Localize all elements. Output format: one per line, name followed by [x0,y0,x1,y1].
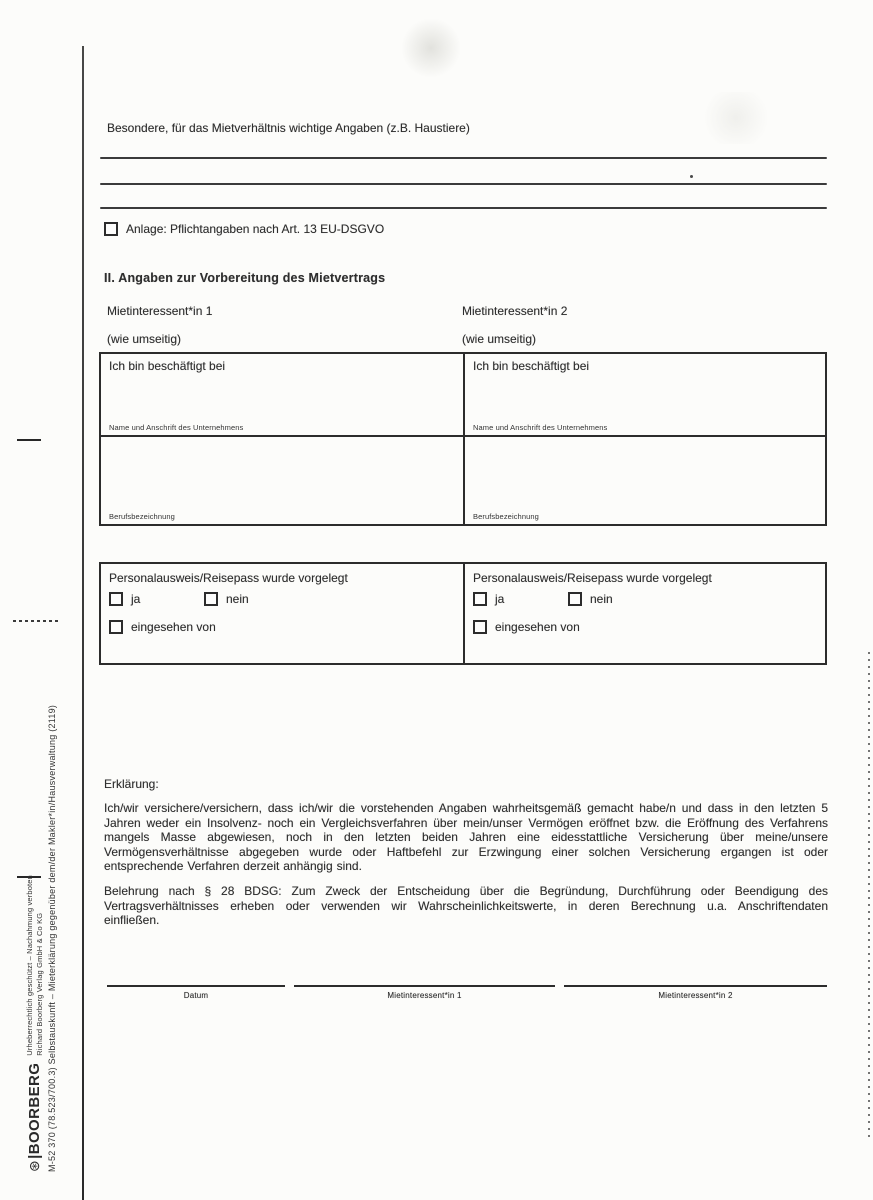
id-check-cell-applicant1 [101,564,463,663]
id-seen-checkbox[interactable] [109,620,123,634]
boorberg-logo-text: |BOORBERG [26,1062,43,1159]
id-check-cell-applicant2 [463,564,825,663]
id-no-checkbox[interactable] [568,592,582,606]
id-yes-checkbox[interactable] [109,592,123,606]
id-seen-label: eingesehen von [495,620,580,634]
publisher-logo-row [25,705,44,1172]
instruction-text: Belehrung nach § 28 BDSG: Zum Zweck der Entscheidung über die Begründung, Durchführung oder Beendigung des Vertragsverhältnisses erheben oder verwenden wir Wahrscheinlichkeitswerte, in deren Berechnung u.a. Anschriftendaten einfließen. [104,884,828,928]
registration-mark-middle [13,620,59,622]
id-check-title: Personalausweis/Reisepass wurde vorgelegt [109,571,348,585]
id-seen-row [473,620,580,634]
company-caption: Name und Anschrift des Unternehmens [473,423,608,432]
applicant1-note: (wie umseitig) [107,332,182,346]
publisher-copyright [25,875,44,1056]
applicant2-title: Mietinteressent*in 2 [462,304,568,318]
id-no-label: nein [590,592,613,606]
boorberg-logo-icon: ⊛ [26,1159,42,1172]
job-cell-applicant2[interactable] [463,435,825,524]
scan-smudge [688,92,784,144]
id-seen-row [109,620,216,634]
employment-cell-applicant2[interactable] [463,354,825,435]
answer-line-2[interactable] [100,183,827,185]
boorberg-logo [26,1063,43,1172]
job-cell-applicant1[interactable] [101,435,463,524]
form-code: M-52 370 (78.523/700.3) Selbstauskunft – Mieterklärung gegenüber dem/der Makler*in/Hausverwaltung (2119) [47,704,57,1172]
applicant1-title: Mietinteressent*in 1 [107,304,213,318]
answer-line-1[interactable] [100,157,827,159]
id-no-row [568,592,613,606]
id-no-label: nein [226,592,249,606]
id-check-title: Personalausweis/Reisepass wurde vorgelegt [473,571,712,585]
section-heading: II. Angaben zur Vorbereitung des Mietvertrags [104,271,386,285]
scan-page-edge-line [82,46,84,1200]
applicant1-signature-label: Mietinteressent*in 1 [387,991,462,1000]
scan-smudge [398,16,464,80]
id-yes-row [473,592,504,606]
anlage-row [104,222,384,236]
id-no-row [204,592,249,606]
registration-mark-top [17,439,41,441]
declaration-text: Ich/wir versichere/versichern, dass ich/wir die vorstehenden Angaben wahrheitsgemäß gemacht habe/n und dass in den letzten 5 Jahren weder ein Insolvenz- noch ein Vergleichsverfahren über mein/unser Vermögen eröffnet bzw. die Eröffnung des Verfahrens mangels Masse abgewiesen, noch in den letzten beiden Jahren eine eidesstattliche Versicherung über meine/unsere Vermögensverhältnisse abgegeben wurde oder Haftbefehl zur Erzwingung einer solchen Versicherung ergangen ist oder entsprechende Verfahren derzeit anhängig sind. [104,801,828,874]
anlage-label: Anlage: Pflichtangaben nach Art. 13 EU-DSGVO [126,222,385,236]
id-yes-row [109,592,140,606]
id-no-checkbox[interactable] [204,592,218,606]
date-signature-label: Datum [183,991,209,1000]
job-caption: Berufsbezeichnung [473,512,539,521]
scan-noise-right-edge [868,652,870,1140]
employment-cell-applicant1[interactable] [101,354,463,435]
id-seen-label: eingesehen von [131,620,216,634]
id-yes-label: ja [131,592,141,606]
publisher-imprint [25,705,57,1172]
employment-prompt: Ich bin beschäftigt bei [109,359,226,373]
company-caption: Name und Anschrift des Unternehmens [109,423,244,432]
applicant2-signature-label: Mietinteressent*in 2 [658,991,733,1000]
scan-dot-artifact [690,175,693,178]
special-info-label: Besondere, für das Mietverhältnis wichtige Angaben (z.B. Haustiere) [107,121,470,135]
id-yes-label: ja [495,592,505,606]
id-seen-checkbox[interactable] [473,620,487,634]
applicant2-note: (wie umseitig) [462,332,537,346]
declaration-heading: Erklärung: [104,777,159,791]
anlage-checkbox[interactable] [104,222,118,236]
employment-table [99,352,827,526]
job-caption: Berufsbezeichnung [109,512,175,521]
applicant2-signature-line[interactable] [564,985,827,987]
applicant1-signature-line[interactable] [294,985,555,987]
id-check-table [99,562,827,665]
employment-prompt: Ich bin beschäftigt bei [473,359,590,373]
id-yes-checkbox[interactable] [473,592,487,606]
copyright-line-2: Richard Boorberg Verlag GmbH & Co KG [34,912,44,1056]
date-signature-line[interactable] [107,985,285,987]
copyright-line-1: Urheberrechtlich geschützt – Nachahmung verboten [25,875,34,1056]
answer-line-3[interactable] [100,207,827,209]
